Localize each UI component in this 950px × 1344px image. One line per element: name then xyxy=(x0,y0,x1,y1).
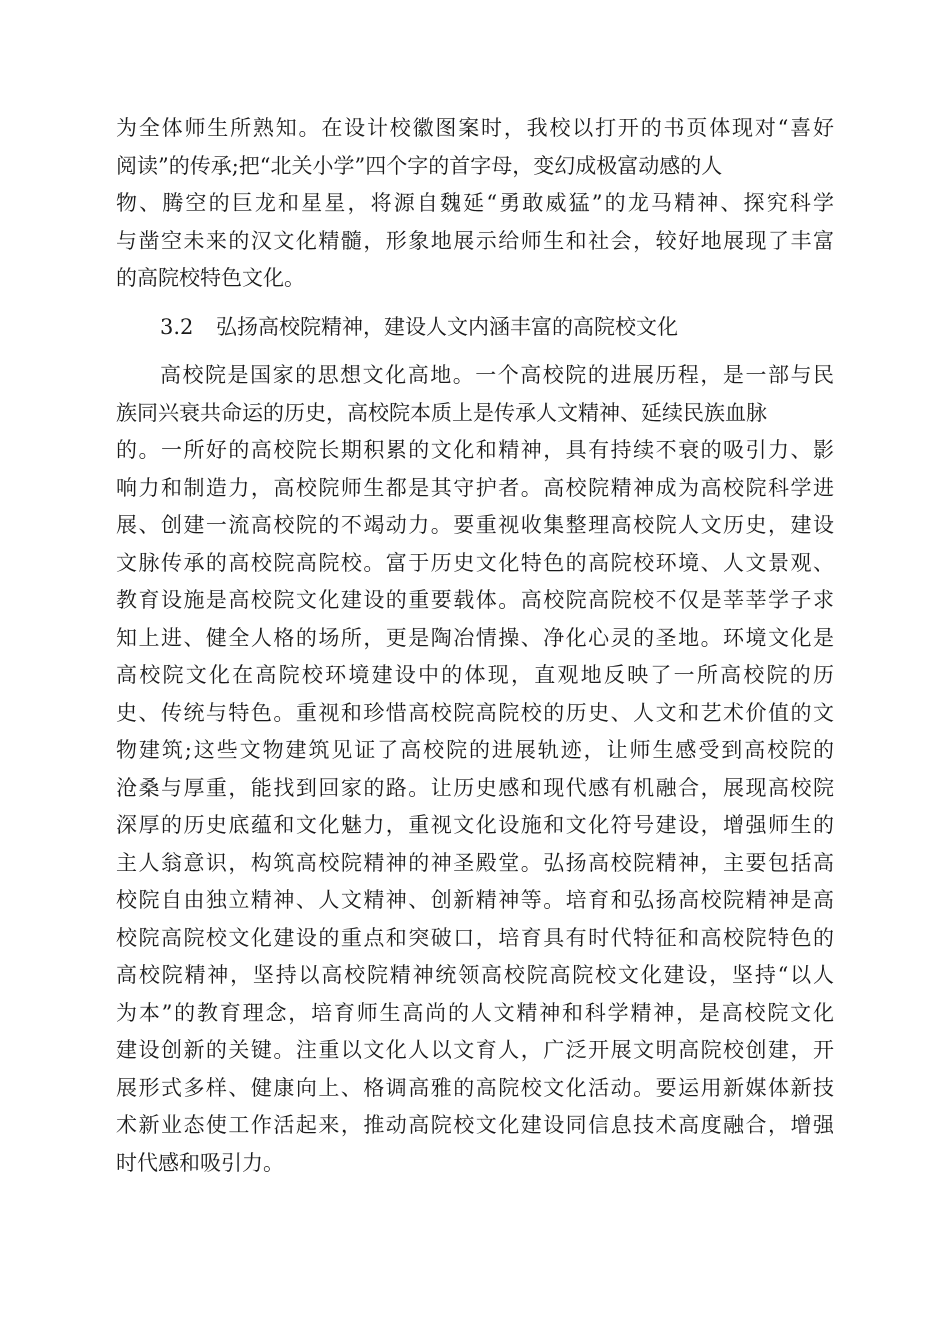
paragraph-line: 族同兴衰共命运的历史，高校院本质上是传承人文精神、延续民族血脉 xyxy=(116,400,767,425)
paragraph-line: 校院自由独立精神、人文精神、创新精神等。培育和弘扬高校院精神是高 xyxy=(116,888,834,912)
paragraph-line: 史、传统与特色。重视和珍惜高校院高院校的历史、人文和艺术价值的文 xyxy=(116,700,834,725)
paragraph-line: 物建筑;这些文物建筑见证了高校院的进展轨迹，让师生感受到高校院的 xyxy=(116,738,834,762)
section-number: 3.2 xyxy=(160,314,194,339)
paragraph-line: 校院高院校文化建设的重点和突破口，培育具有时代特征和高校院特色的 xyxy=(116,925,834,950)
paragraph-line: 主人翁意识，构筑高校院精神的神圣殿堂。弘扬高校院精神，主要包括高 xyxy=(116,850,834,875)
document-page xyxy=(116,110,834,1182)
paragraph-line: 展形式多样、健康向上、格调高雅的高院校文化活动。要运用新媒体新技 xyxy=(116,1075,834,1100)
paragraph-line: 深厚的历史底蕴和文化魅力，重视文化设施和文化符号建设，增强师生的 xyxy=(116,813,834,837)
section-heading xyxy=(116,309,834,347)
paragraph-line: 为全体师生所熟知。在设计校徽图案时，我校以打开的书页体现对“喜好 xyxy=(116,116,834,140)
paragraph-line: 的高院校特色文化。 xyxy=(116,266,305,290)
paragraph-line: 物、腾空的巨龙和星星，将源自魏延“勇敢威猛”的龙马精神、探究科学 xyxy=(116,191,834,215)
paragraph-line: 高校院文化在高院校环境建设中的体现，直观地反映了一所高校院的历 xyxy=(116,663,834,687)
paragraph-line: 与凿空未来的汉文化精髓，形象地展示给师生和社会，较好地展现了丰富 xyxy=(116,228,834,253)
paragraph-line: 为本”的教育理念，培育师生高尚的人文精神和科学精神，是高校院文化 xyxy=(116,1000,834,1025)
paragraph-line: 教育设施是高校院文化建设的重要载体。高校院高院校不仅是莘莘学子求 xyxy=(116,588,834,612)
paragraph-line: 响力和制造力，高校院师生都是其守护者。高校院精神成为高校院科学进 xyxy=(116,475,834,500)
paragraph-line: 知上进、健全人格的场所，更是陶冶情操、净化心灵的圣地。环境文化是 xyxy=(116,625,834,650)
paragraph-line: 的。一所好的高校院长期积累的文化和精神，具有持续不衰的吸引力、影 xyxy=(116,438,834,462)
paragraph-line: 文脉传承的高校院高院校。富于历史文化特色的高院校环境、人文景观、 xyxy=(116,550,834,575)
paragraph-line: 高校院精神，坚持以高校院精神统领高校院高院校文化建设，坚持“以人 xyxy=(116,963,834,987)
section-title: 弘扬高校院精神，建设人文内涵丰富的高院校文化 xyxy=(216,314,678,339)
paragraph-line: 建设创新的关键。注重以文化人以文育人，广泛开展文明高院校创建，开 xyxy=(116,1038,834,1062)
paragraph-line: 高校院是国家的思想文化高地。一个高校院的进展历程，是一部与民 xyxy=(160,363,834,387)
paragraph-line: 阅读”的传承;把“北关小学”四个字的首字母，变幻成极富动感的人 xyxy=(116,153,723,178)
paragraph-line: 时代感和吸引力。 xyxy=(116,1150,284,1175)
paragraph-line: 展、创建一流高校院的不竭动力。要重视收集整理高校院人文历史，建设 xyxy=(116,513,834,537)
paragraph-line: 术新业态使工作活起来，推动高院校文化建设同信息技术高度融合，增强 xyxy=(116,1113,834,1137)
paragraph-body xyxy=(116,357,834,1182)
paragraph-continuation xyxy=(116,110,834,298)
paragraph-line: 沧桑与厚重，能找到回家的路。让历史感和现代感有机融合，展现高校院 xyxy=(116,775,834,800)
